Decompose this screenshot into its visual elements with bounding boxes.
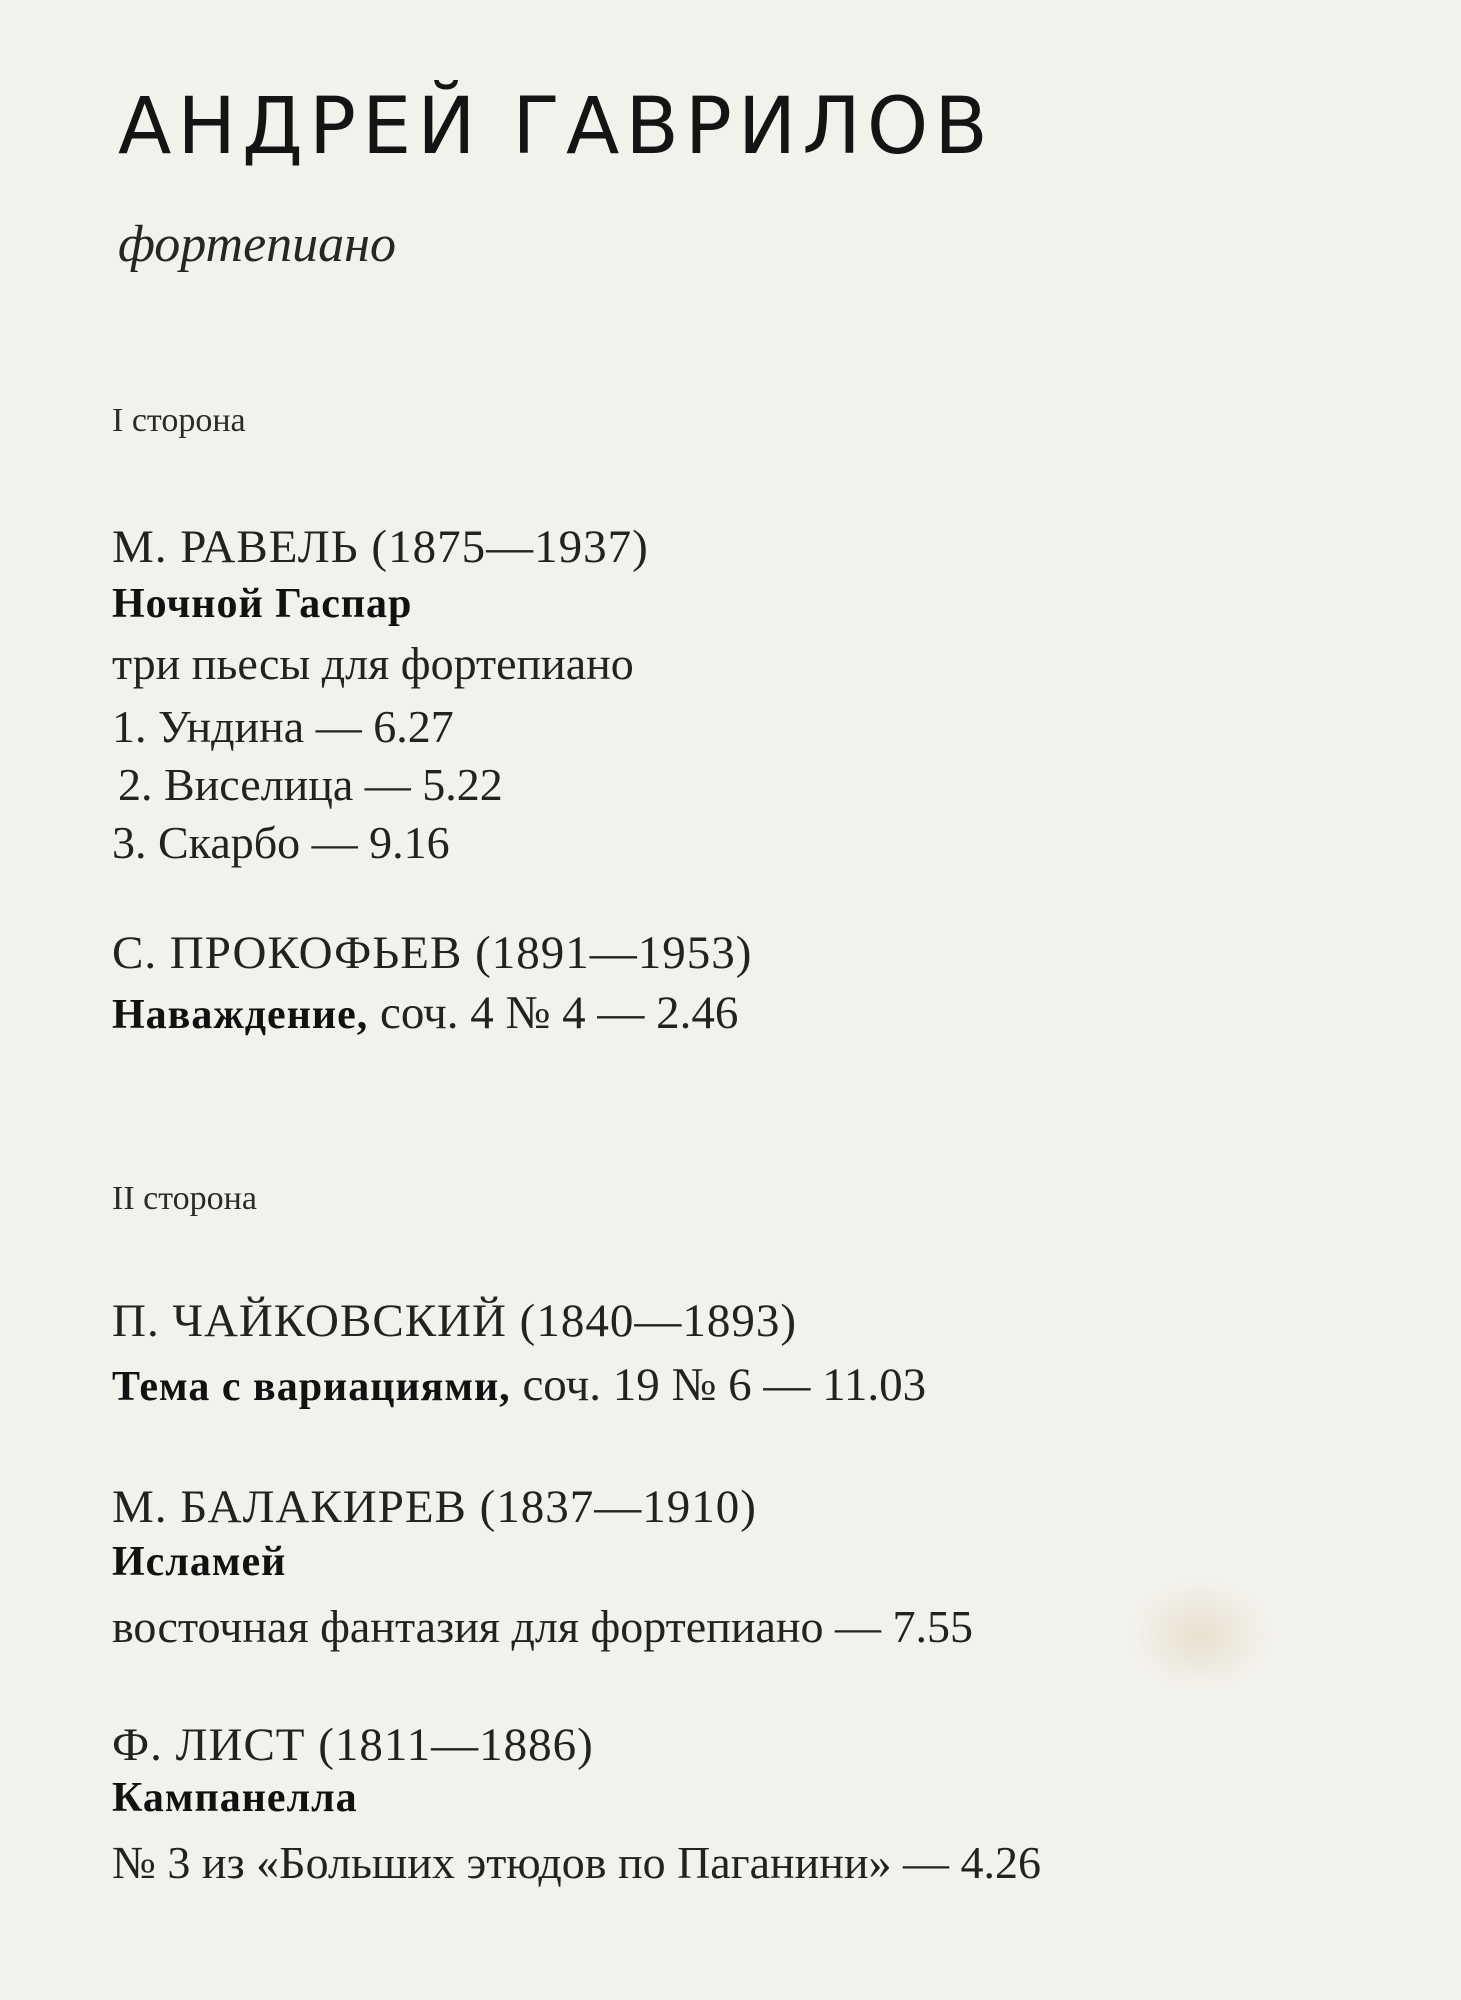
work-line-tchaikovsky bbox=[112, 1358, 926, 1412]
side-2-label: II сторона bbox=[112, 1180, 257, 1217]
work-title-suggestion: Наваждение, bbox=[112, 992, 369, 1038]
work-details-theme-variations: соч. 19 № 6 — 11.03 bbox=[522, 1359, 927, 1411]
track-item: 2. Виселица — 5.22 bbox=[118, 759, 503, 810]
composer-ravel: М. РАВЕЛЬ (1875—1937) bbox=[112, 521, 649, 573]
composer-balakirev: М. БАЛАКИРЕВ (1837—1910) bbox=[112, 1481, 757, 1533]
work-title-campanella: Кампанелла bbox=[112, 1775, 358, 1821]
composer-prokofiev: С. ПРОКОФЬЕВ (1891—1953) bbox=[112, 927, 753, 979]
work-subtitle-gaspard: три пьесы для фортепиано bbox=[112, 638, 634, 689]
side-1-label: I сторона bbox=[112, 402, 246, 439]
track-item: 1. Ундина — 6.27 bbox=[112, 701, 454, 752]
paper-stain bbox=[1130, 1580, 1270, 1690]
composer-tchaikovsky: П. ЧАЙКОВСКИЙ (1840—1893) bbox=[112, 1295, 797, 1347]
work-subtitle-campanella: № 3 из «Больших этюдов по Паганини» — 4.26 bbox=[112, 1837, 1041, 1888]
instrument-label: фортепиано bbox=[118, 216, 396, 273]
composer-liszt: Ф. ЛИСТ (1811—1886) bbox=[112, 1719, 594, 1771]
track-item: 3. Скарбо — 9.16 bbox=[112, 817, 450, 868]
work-details-suggestion: соч. 4 № 4 — 2.46 bbox=[379, 987, 739, 1039]
work-title-theme-variations: Тема с вариациями, bbox=[112, 1364, 511, 1410]
work-title-gaspard: Ночной Гаспар bbox=[112, 581, 413, 627]
work-title-islamey: Исламей bbox=[112, 1539, 287, 1585]
work-subtitle-islamey: восточная фантазия для фортепиано — 7.55 bbox=[112, 1601, 973, 1652]
work-line-prokofiev bbox=[112, 986, 738, 1040]
artist-name: АНДРЕЙ ГАВРИЛОВ bbox=[118, 82, 994, 172]
